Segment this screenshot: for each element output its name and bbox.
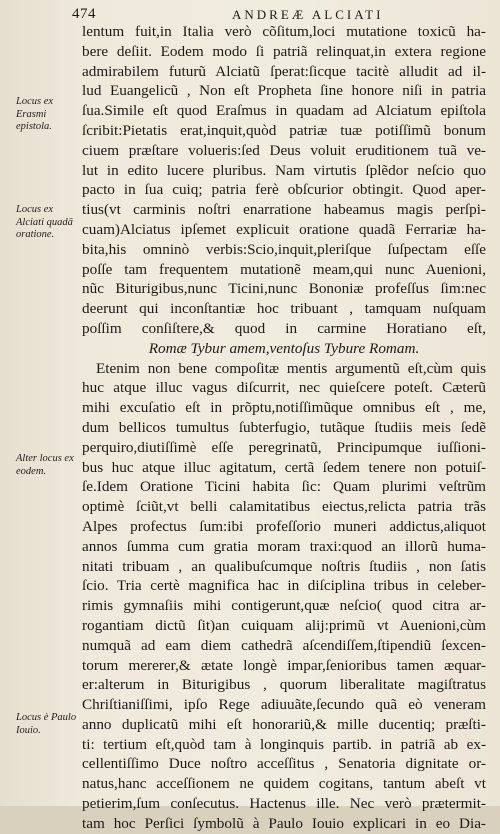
text-line: ſcio. Tria certè magnifica hac in diſciplina tribus in celeber- <box>82 577 486 595</box>
horace-quote-line: Romæ Tybur amem,ventoſus Tybure Romam. <box>148 339 420 357</box>
text-line: pacto in ſua cuiq; patria ferè obſcurior obtingit. Quod aper- <box>82 181 486 199</box>
text-line: Alpes profectus ſum:ibi profeſſorio muneri addictus,aliquot <box>82 517 486 535</box>
text-line: ſua.Simile eſt quod Eraſmus in quadam ad Alciatum epiſtola <box>82 102 486 120</box>
text-line: deerunt qui inconſtantiæ hoc tribuant , tamquam nuſquam <box>82 300 486 318</box>
text-line: Etenim non bene compoſitæ mentis argumentũ eſt,cùm quis <box>96 359 486 377</box>
text-line: ſe.Idem Oratione Ticini habita ſic: Quam plurimi veſtrũm <box>82 478 486 496</box>
text-line: lud Euangelicũ , Non eſt Propheta ſine honore niſi in patria <box>82 82 486 100</box>
text-line: er:alterum in Biturigibus , quorum liberalitate magiſtratus <box>82 676 486 694</box>
text-line: natus,hanc acceſſionem ne quidem cogitans, tantum abeſt vt <box>82 775 486 793</box>
text-line: lentum fuit,in Italia verò cõſitum,loci mutatione toxicũ ha- <box>82 23 486 40</box>
text-line: annos ſumma cum gratia moram traxi:quod an illorũ huma- <box>82 537 486 555</box>
text-line: tius(vt carminis noſtri enarratione habeamus magis perſpi- <box>82 201 486 219</box>
text-line: tam hoc Perſici ſymbolũ à Paulo Iouio explicari in eo Dia- <box>82 814 486 832</box>
text-line: Chriſtianiſſimi, ipſo Rege adiuuãte,ſecundo quã eò veneram <box>82 696 486 714</box>
text-line: nitati tribuam , an qualibuſcumque noſtris ſtudiis , non ſatis <box>82 557 486 575</box>
body-text <box>82 22 486 834</box>
text-line: bita,his omninò verbis:Scio,inquit,pleriſque ſuſpectam eſſe <box>82 240 486 258</box>
running-head: ANDREÆ ALCIATI <box>232 7 384 22</box>
text-line: ciuem præſtare volueris:ſed Deus voluit eruditionem tuã ve- <box>82 141 486 159</box>
text-line: bus huc atque illuc agitatum, certã ſedem tenere non potuiſ- <box>82 458 486 476</box>
text-line: perquiro,diutiſſimè eſſe peregrinatũ, Principumque iuſſioni- <box>82 438 486 456</box>
margin-note-alter-locus: Alter locus ex eodem. <box>16 453 74 477</box>
text-line: poſſe tam frequentem mutationẽ meam,qui nunc Auenioni, <box>82 260 486 278</box>
margin-note-oration: Locus ex Alciati quadā oratione. <box>16 204 73 240</box>
text-line: rimis gymnaſiis mihi contigerunt,quæ neſcio( quod citra ar- <box>82 597 486 615</box>
text-line: mihi excuſatio eſt in prõptu,notiſſimũque omnibus eſt , me, <box>82 399 486 417</box>
text-line: anno duplicatũ mihi eſt honorariũ,& mille ducentiq; præſti- <box>82 715 486 733</box>
text-line: cellentiſſimo Duce noſtro acceſſitus , Senatoria dignitate or- <box>82 755 486 773</box>
margin-note-paulo-iouio: Locus è Paulo Iouio. <box>16 712 77 736</box>
text-line: optimè ſciũt,vt belli calamitatibus eiectus,relicta patria trãs <box>82 498 486 516</box>
text-line: nũc Biturigibus,nunc Ticini,nunc Bononiæ profeſſus ſim:nec <box>82 280 486 298</box>
text-line: ti: tertium eſt,quòd tam à longinquis partib. in patriã ab ex- <box>82 735 486 753</box>
text-line: dum bellicos tumultus ſubterfugio, tutãque ſtudiis meis ſedẽ <box>82 418 486 436</box>
text-line: cuam)Alciatus ipſemet explicuit oratione quadã Ferrariæ ha- <box>82 220 486 238</box>
text-line: ſcribit:Pietatis erat,inquit,quòd patriæ tuæ potiſſimũ bonum <box>82 121 486 139</box>
text-line: petierim,ſum conſecutus. Hactenus ille. Nec verò prætermit- <box>82 795 486 813</box>
text-line: torum mererer,& ætate longè impar,ſenioribus tamen æquar- <box>82 656 486 674</box>
text-line: numquã ad eam diem cathedrã aſcendiſſem,ſtipendiũ ſexcen- <box>82 636 486 654</box>
text-line: bere deſiit. Eodem modo ſi patriã relinquat,in extera regione <box>82 42 486 60</box>
text-line: lut in edito lucere pluribus. Nam virtutis ſplẽdor neſcio quo <box>82 161 486 179</box>
text-line: admirabilem futurũ Alciatũ ſperat:ſicque tacitè alludit ad il- <box>82 62 486 80</box>
page-number: 474 <box>72 6 96 22</box>
margin-note-erasmus: Locus ex Erasmi epistola. <box>16 96 54 132</box>
text-line: rogantiam dictũ ſit)an cuiquam alij:primũ vt Auenioni,cùm <box>82 616 486 634</box>
text-line: huc atque illuc vagus diſcurrit, nec quieſcere poteſt. Cæterũ <box>82 379 486 397</box>
text-line: poſſim conſiſtere,& quod in carmine Horatiano eſt, <box>82 319 486 337</box>
